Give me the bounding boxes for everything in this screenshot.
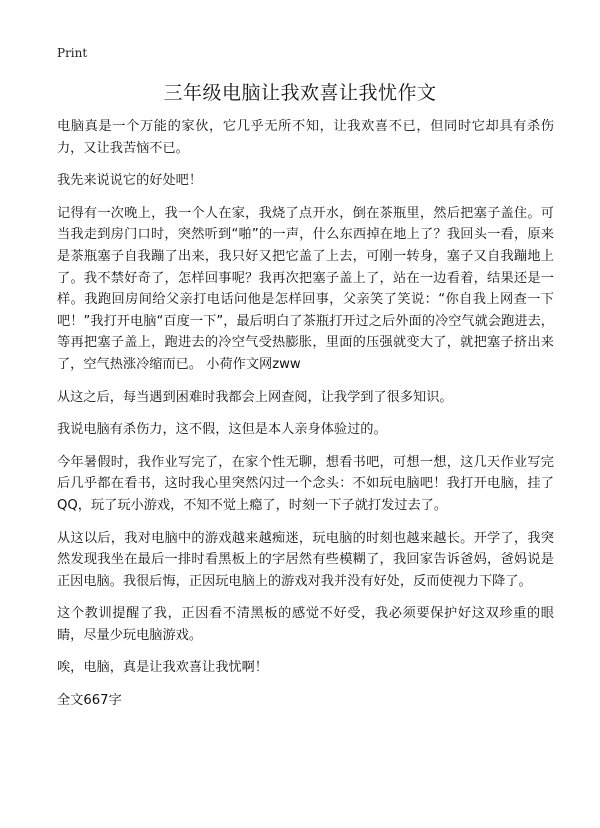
paragraph-benefits-lead: 我先来说说它的好处吧！	[57, 173, 203, 189]
paragraph-learning: 从这之后，每当遇到困难时我都会上网查阅，让我学到了很多知识。	[57, 389, 453, 405]
paragraph-harm-lead: 我说电脑有杀伤力，这不假，这但是本人亲身体验过的。	[57, 422, 387, 438]
paragraph-addiction: 从这以后，我对电脑中的游戏越来越痴迷，玩电脑的时刻也越来越长。开学了，我突然发现我坐在最后一排时看黑板上的字居然有些模糊了，我回家告诉爸妈，爸妈说是正因电脑。我很后悔，正因玩电脑上的游戏对我并没有好处，反而使视力下降了。	[57, 530, 554, 589]
print-link[interactable]: Print	[57, 46, 88, 60]
paragraph-conclusion: 唉，电脑，真是让我欢喜让我忧啊！	[57, 660, 268, 676]
paragraph-summer: 今年暑假时，我作业写完了，在家个性无聊，想看书吧，可想一想，这几天作业写完后几乎都在看书，这时我心里突然闪过一个念头：不如玩电脑吧！我打开电脑，挂了QQ，玩了玩小游戏，不知不觉上瘾了，时刻一下子就打发过去了。	[57, 454, 554, 513]
paragraph-story: 记得有一次晚上，我一个人在家，我烧了点开水，倒在茶瓶里，然后把塞子盖住。可当我走到房门口时，突然听到“啪”的一声，什么东西掉在地上了？我回头一看，原来是茶瓶塞子自我蹦了出来，我只好又把它盖了上去，可刚一转身，塞子又自我蹦地上了。我不禁好奇了，怎样回事呢？我再次把塞子盖上了，站在一边看着，结果还是一样。我跑回房间给父亲打电话问他是怎样回事，父亲笑了笑说：“你自我上网查一下吧！”我打开电脑“百度一下”，最后明白了茶瓶打开过之后外面的冷空气就会跑进去，等再把塞子盖上，跑进去的冷空气受热膨胀，里面的压强就变大了，就把塞子挤出来了，空气热涨冷缩而已。 小荷作文网zww	[57, 205, 554, 372]
word-count: 全文667字	[57, 693, 122, 709]
paragraph-lesson: 这个教训提醒了我，正因看不清黑板的感觉不好受，我必须要保护好这双珍重的眼睛，尽量少玩电脑游戏。	[57, 606, 554, 643]
article-title: 三年级电脑让我欢喜让我忧作文	[163, 82, 437, 104]
paragraph-intro: 电脑真是一个万能的家伙，它几乎无所不知，让我欢喜不已，但同时它却具有杀伤力，又让我苦恼不已。	[57, 119, 554, 156]
article-body	[57, 116, 554, 723]
